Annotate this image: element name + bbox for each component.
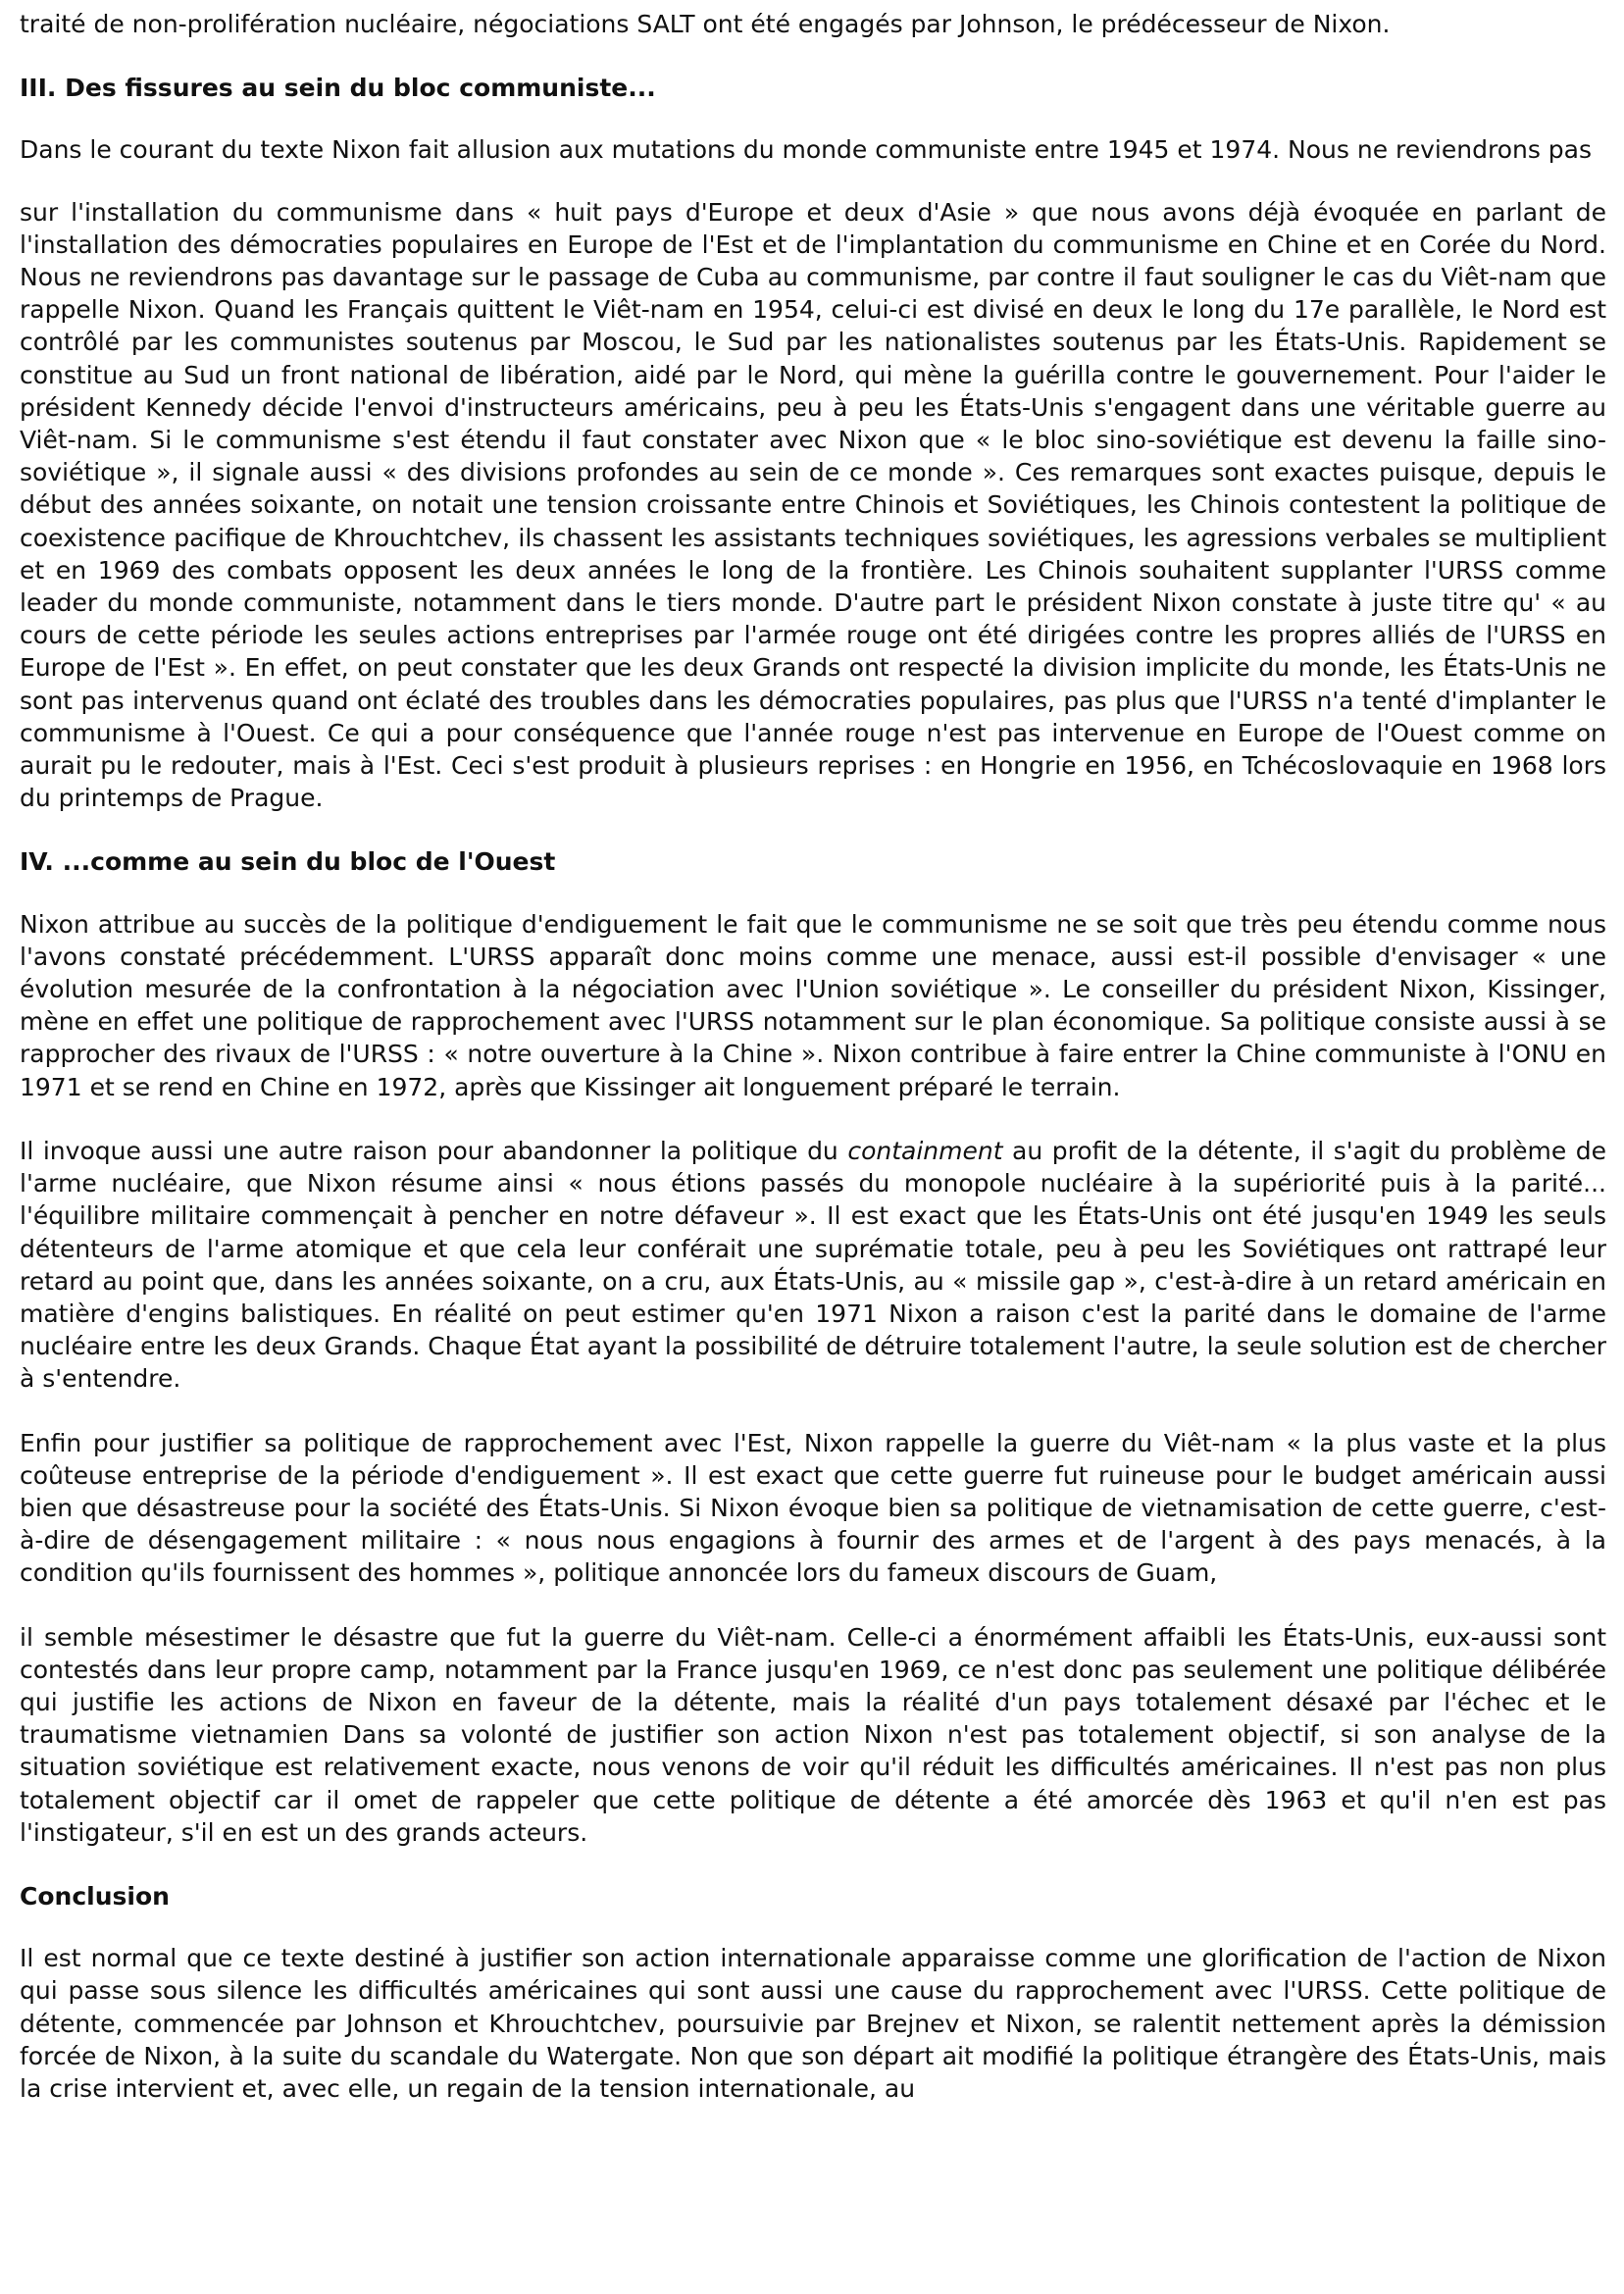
paragraph-section-4-2 xyxy=(20,1135,1606,1396)
paragraph-section-4-4: il semble mésestimer le désastre que fut la guerre du Viêt-nam. Celle-ci a énormément affaibli les États-Unis, eux-aussi sont contestés dans leur propre camp, notamment par la France jusqu'en 1969, ce n'est donc pas seulement une politique délibérée qui justifie les actions de Nixon en faveur de la détente, mais la réalité d'un pays totalement désaxé par l'échec et le traumatisme vietnamien Dans sa volonté de justifier son action Nixon n'est pas totalement objectif, si son analyse de la situation soviétique est relativement exacte, nous venons de voir qu'il réduit les difficultés américaines. Il n'est pas non plus totalement objectif car il omet de rappeler que cette politique de détente a été amorcée dès 1963 et qu'il n'en est pas l'instigateur, s'il en est un des grands acteurs. xyxy=(20,1622,1606,1847)
paragraph-section-4-2-end: au profit de la détente, il s'agit du problème de l'arme nucléaire, que Nixon résume ainsi « nous étions passés du monopole nucléaire à la supériorité puis à la parité... l'équilibre militaire commençait à pencher en notre défaveur ». Il est exact que les États-Unis ont été jusqu'en 1949 les seuls détenteurs de l'arme atomique et que cela leur conférait une suprématie totale, peu à peu les Soviétiques ont rattrapé leur retard au point que, dans les années soixante, on a cru, aux États-Unis, au « missile gap », c'est-à-dire à un retard américain en matière d'engins balistiques. En réalité on peut estimer qu'en 1971 Nixon a raison c'est la parité dans le domaine de l'arme nucléaire entre les deux Grands. Chaque État ayant la possibilité de détruire totalement l'autre, la seule solution est de chercher à s'entendre. xyxy=(20,1136,1606,1394)
document-page xyxy=(20,8,1606,2136)
paragraph-section-3-intro: Dans le courant du texte Nixon fait allusion aux mutations du monde communiste entre 1945 et 1974. Nous ne reviendrons pas xyxy=(20,135,1593,165)
paragraph-section-3-body: sur l'installation du communisme dans « huit pays d'Europe et deux d'Asie » que nous avons déjà évoquée en parlant de l'installation des démocraties populaires en Europe de l'Est et de l'implantation du communisme en Chine et en Corée du Nord. Nous ne reviendrons pas davantage sur le passage de Cuba au communisme, par contre il faut souligner le cas du Viêt-nam que rappelle Nixon. Quand les Français quittent le Viêt-nam en 1954, celui-ci est divisé en deux le long du 17e parallèle, le Nord est contrôlé par les communistes soutenus par Moscou, le Sud par les nationalistes soutenus par les États-Unis. Rapidement se constitue au Sud un front national de libération, aidé par le Nord, qui mène la guérilla contre le gouvernement. Pour l'aider le président Kennedy décide l'envoi d'instructeurs américains, peu à peu les États-Unis s'engagent dans une véritable guerre au Viêt-nam. Si le communisme s'est étendu il faut constater avec Nixon que « le bloc sino-soviétique est devenu la faille sino-soviétique », il signale aussi « des divisions profondes au sein de ce monde ». Ces remarques sont exactes puisque, depuis le début des années soixante, on notait une tension croissante entre Chinois et Soviétiques, les Chinois contestent la politique de coexistence pacifique de Khrouchtchev, ils chassent les assistants techniques soviétiques, les agressions verbales se multiplient et en 1969 des combats opposent les deux années le long de la frontière. Les Chinois souhaitent supplanter l'URSS comme leader du monde communiste, notamment dans le tiers monde. D'autre part le président Nixon constate à juste titre qu' « au cours de cette période les seules actions entreprises par l'armée rouge ont été dirigées contre les propres alliés de l'URSS en Europe de l'Est ». En effet, on peut constater que les deux Grands ont respecté la division implicite du monde, les États-Unis ne sont pas intervenus quand ont éclaté des troubles dans les démocraties populaires, pas plus que l'URSS n'a tenté d'implanter le communisme à l'Ouest. Ce qui a pour conséquence que l'année rouge n'est pas intervenue en Europe de l'Ouest comme on aurait pu le redouter, mais à l'Est. Ceci s'est produit à plusieurs reprises : en Hongrie en 1956, en Tchécoslovaquie en 1968 lors du printemps de Prague. xyxy=(20,197,1606,813)
heading-section-4: IV. ...comme au sein du bloc de l'Ouest xyxy=(20,847,556,877)
paragraph-top: traité de non-prolifération nucléaire, négociations SALT ont été engagés par Johnson, le prédécesseur de Nixon. xyxy=(20,10,1391,38)
paragraph-section-4-3: Enfin pour justifier sa politique de rapprochement avec l'Est, Nixon rappelle la guerre du Viêt-nam « la plus vaste et la plus coûteuse entreprise de la période d'endiguement ». Il est exact que cette guerre fut ruineuse pour le budget américain aussi bien que désastreuse pour la société des États-Unis. Si Nixon évoque bien sa politique de vietnamisation de cette guerre, c'est-à-dire de désengagement militaire : « nous nous engagions à fournir des armes et de l'argent à des pays menacés, à la condition qu'ils fournissent des hommes », politique annoncée lors du fameux discours de Guam, xyxy=(20,1428,1606,1588)
paragraph-section-4-2-start: Il invoque aussi une autre raison pour abandonner la politique du xyxy=(20,1136,848,1165)
paragraph-section-4-1: Nixon attribue au succès de la politique d'endiguement le fait que le communisme ne se soit que très peu étendu comme nous l'avons constaté précédemment. L'URSS apparaît donc moins comme une menace, aussi est-il possible d'envisager « une évolution mesurée de la confrontation à la négociation avec l'Union soviétique ». Le conseiller du président Nixon, Kissinger, mène en effet une politique de rapprochement avec l'URSS notamment sur le plan économique. Sa politique consiste aussi à se rapprocher des rivaux de l'URSS : « notre ouverture à la Chine ». Nixon contribue à faire entrer la Chine communiste à l'ONU en 1971 et se rend en Chine en 1972, après que Kissinger ait longuement préparé le terrain. xyxy=(20,909,1606,1101)
heading-section-3: III. Des fissures au sein du bloc communiste... xyxy=(20,74,656,103)
heading-conclusion: Conclusion xyxy=(20,1881,170,1911)
containment-term: containment xyxy=(847,1136,1003,1165)
paragraph-conclusion: Il est normal que ce texte destiné à justifier son action internationale apparaisse comme une glorification de l'action de Nixon qui passe sous silence les difficultés américaines qui sont aussi une cause du rapprochement avec l'URSS. Cette politique de détente, commencée par Johnson et Khrouchtchev, poursuivie par Brejnev et Nixon, se ralentit nettement après la démission forcée de Nixon, à la suite du scandale du Watergate. Non que son départ ait modifié la politique étrangère des États-Unis, mais la crise intervient et, avec elle, un regain de la tension internationale, au xyxy=(20,1944,1606,2103)
